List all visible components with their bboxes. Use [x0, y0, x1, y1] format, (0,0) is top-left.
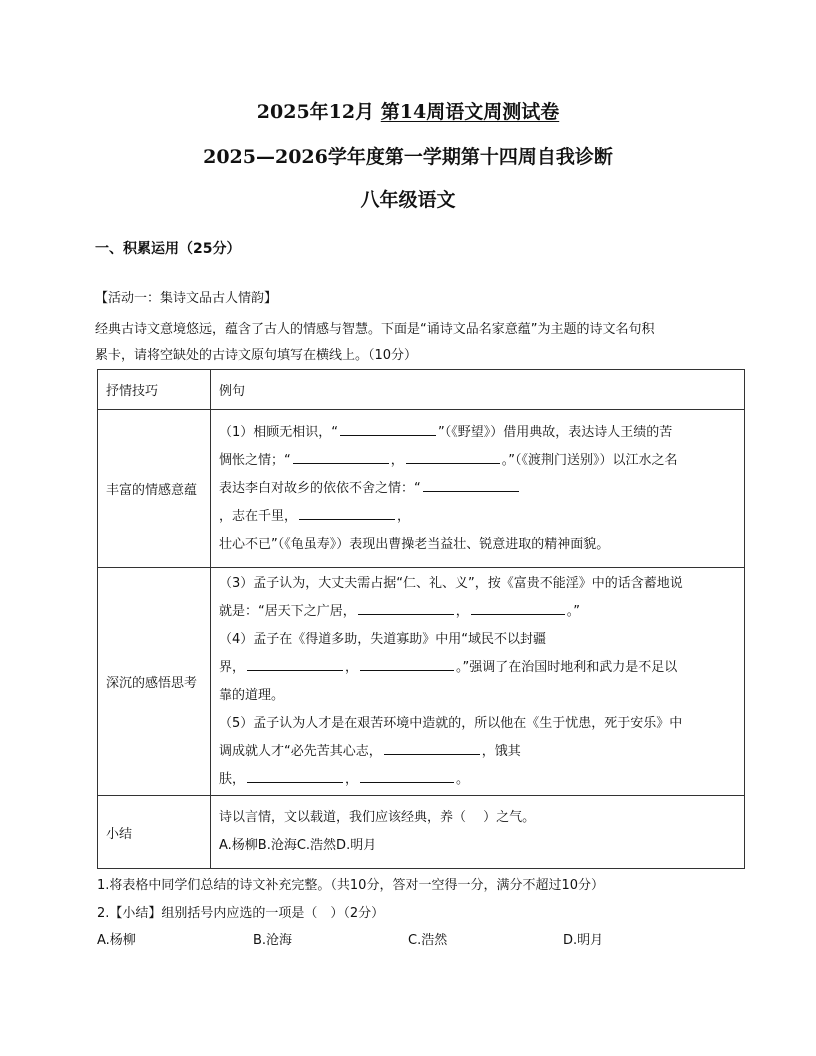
text: ，	[390, 452, 404, 468]
answer-blank[interactable]	[299, 506, 395, 520]
text: （3）孟子认为，大丈夫需占据“仁、礼、义”，按《富贵不能淫》中的话含蓄地说	[219, 575, 683, 591]
answer-blank[interactable]	[247, 657, 343, 671]
table-row	[98, 568, 745, 796]
text: ，	[397, 508, 411, 524]
row-content-reflection	[211, 568, 745, 796]
answer-blank[interactable]	[360, 769, 454, 783]
answer-blank[interactable]	[340, 422, 436, 436]
table-row	[98, 410, 745, 568]
exam-title-line2: 2025—2026学年度第一学期第十四周自我诊断	[203, 146, 613, 168]
text: 调成就人才“必先苦其心志，	[219, 743, 382, 759]
text: （5）孟子认为人才是在艰苦环境中造就的，所以他在《生于忧患，死于安乐》中	[219, 715, 683, 731]
row-content-summary	[211, 796, 745, 869]
text: 靠的道理。	[219, 687, 285, 703]
table-header-col2: 例句	[211, 370, 745, 410]
text: 。”	[566, 603, 581, 619]
text: ，	[345, 771, 359, 787]
text: ”（《野望》）借用典故，表达诗人王绩的苦	[438, 424, 673, 440]
text: 惆怅之情；“	[219, 452, 291, 468]
section-heading: 一、积累运用（25分）	[95, 241, 241, 257]
answer-blank[interactable]	[384, 741, 480, 755]
exam-date: 2025年12月	[256, 101, 375, 123]
row-content-emotion	[211, 410, 745, 568]
answer-blank[interactable]	[293, 450, 389, 464]
answer-blank[interactable]	[471, 601, 565, 615]
intro-line-1: 经典古诗文意境悠远，蕴含了古人的情感与智慧。下面是“诵诗文品名家意蕴”为主题的诗文名句积	[95, 322, 655, 337]
option-b[interactable]: B.沧海	[253, 933, 293, 948]
text: 。”（《渡荆门送别》）以江水之名	[501, 452, 678, 468]
exam-title-line1	[0, 97, 816, 124]
activity-heading: 【活动一：集诗文品古人情韵】	[95, 291, 278, 306]
text: 。	[456, 771, 470, 787]
answer-blank[interactable]	[358, 601, 454, 615]
option-c[interactable]: C.浩然	[408, 933, 448, 948]
text: 。”强调了在治国时地利和武力是不足以	[456, 659, 678, 675]
text: （4）孟子在《得道多助，失道寡助》中用“域民不以封疆	[219, 631, 547, 647]
exam-title-line3: 八年级语文	[360, 189, 456, 211]
text: ，	[345, 659, 359, 675]
text: ，	[455, 603, 469, 619]
text: 肤，	[219, 771, 246, 787]
option-a[interactable]: A.杨柳	[97, 933, 136, 948]
answer-blank[interactable]	[406, 450, 500, 464]
text: 诗以言情，文以载道，我们应该经典，养（ ）之气。	[219, 810, 536, 825]
question-1: 1.将表格中同学们总结的诗文补充完整。（共10分，答对一空得一分，满分不超过10分）	[97, 878, 604, 893]
text: （1）相顾无相识，“	[219, 424, 339, 440]
text: ，饿其	[481, 743, 521, 759]
text: 表达李白对故乡的依依不舍之情：“	[219, 480, 421, 496]
text: 就是：“居天下之广居，	[219, 603, 356, 619]
question-2: 2.【小结】组别括号内应选的一项是（ ）（2分）	[97, 906, 385, 921]
answer-blank[interactable]	[360, 657, 454, 671]
text: A.杨柳B.沧海C.浩然D.明月	[219, 838, 377, 853]
poetry-table	[97, 369, 745, 869]
table-row	[98, 796, 745, 869]
text: ，志在千里，	[219, 508, 298, 524]
table-header-col1: 抒情技巧	[98, 370, 211, 410]
row-label-summary: 小结	[98, 796, 211, 869]
row-label-reflection: 深沉的感悟思考	[98, 568, 211, 796]
text: 壮心不已”（《龟虽寿》）表现出曹操老当益壮、锐意进取的精神面貌。	[219, 536, 610, 552]
row-label-emotion: 丰富的情感意蕴	[98, 410, 211, 568]
text: 界，	[219, 659, 246, 675]
answer-blank[interactable]	[423, 478, 519, 492]
table-header-row	[98, 370, 745, 410]
option-d[interactable]: D.明月	[563, 933, 604, 948]
exam-name: 第14周语文周测试卷	[380, 101, 560, 123]
intro-line-2: 累卡，请将空缺处的古诗文原句填写在横线上。（10分）	[95, 348, 418, 363]
answer-blank[interactable]	[247, 769, 343, 783]
